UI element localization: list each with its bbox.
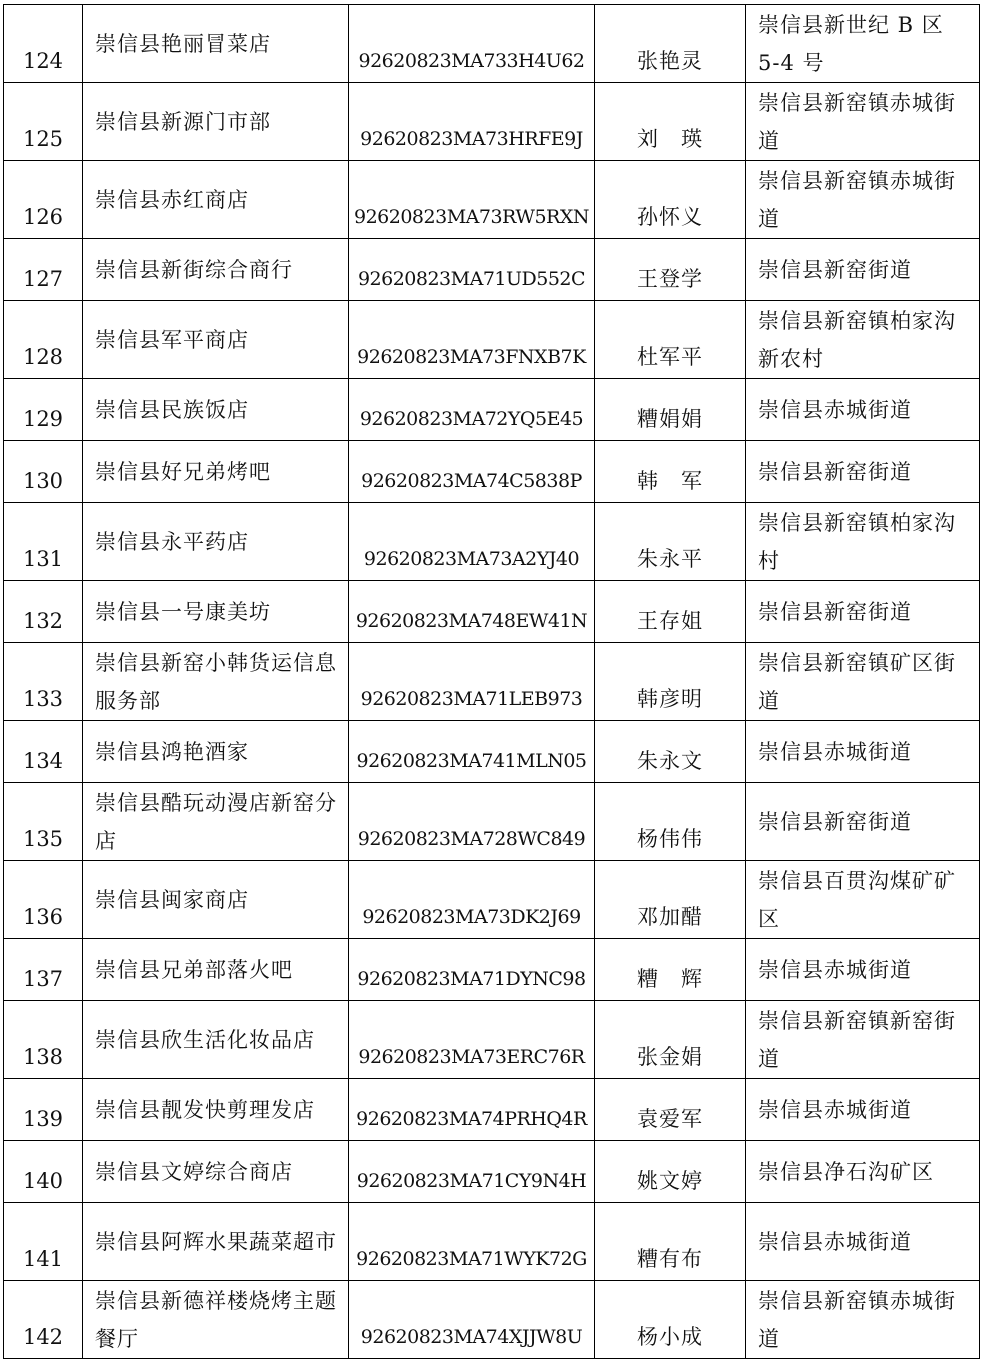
business-name: 崇信县民族饭店 (83, 379, 349, 441)
row-number: 137 (4, 939, 83, 1001)
credit-code: 92620823MA728WC849 (349, 783, 595, 861)
business-address: 崇信县新窑镇赤城街道 (746, 1281, 980, 1359)
business-address: 崇信县新世纪 B 区 5-4 号 (746, 5, 980, 83)
credit-code: 92620823MA73A2YJ40 (349, 503, 595, 581)
business-address: 崇信县新窑街道 (746, 441, 980, 503)
row-number: 138 (4, 1001, 83, 1079)
owner-name: 韩彦明 (595, 643, 746, 721)
row-number: 139 (4, 1079, 83, 1141)
row-number: 124 (4, 5, 83, 83)
business-name: 崇信县靓发快剪理发店 (83, 1079, 349, 1141)
business-address: 崇信县赤城街道 (746, 1203, 980, 1281)
credit-code: 92620823MA73ERC76R (349, 1001, 595, 1079)
owner-name: 杨小成 (595, 1281, 746, 1359)
business-address: 崇信县新窑镇柏家沟新农村 (746, 301, 980, 379)
credit-code: 92620823MA74C5838P (349, 441, 595, 503)
business-address: 崇信县赤城街道 (746, 1079, 980, 1141)
table-row (4, 1203, 980, 1281)
business-address: 崇信县赤城街道 (746, 939, 980, 1001)
business-name: 崇信县艳丽冒菜店 (83, 5, 349, 83)
owner-name: 朱永文 (595, 721, 746, 783)
table-row (4, 1281, 980, 1359)
business-address: 崇信县新窑镇赤城街道 (746, 161, 980, 239)
credit-code: 92620823MA73HRFE9J (349, 83, 595, 161)
owner-name: 姚文婷 (595, 1141, 746, 1203)
table-row (4, 83, 980, 161)
credit-code: 92620823MA74XJJW8U (349, 1281, 595, 1359)
business-name: 崇信县新街综合商行 (83, 239, 349, 301)
table-row (4, 441, 980, 503)
business-name: 崇信县欣生活化妆品店 (83, 1001, 349, 1079)
owner-name: 邓加醋 (595, 861, 746, 939)
business-name: 崇信县酷玩动漫店新窑分店 (83, 783, 349, 861)
row-number: 129 (4, 379, 83, 441)
table-row (4, 1079, 980, 1141)
row-number: 136 (4, 861, 83, 939)
business-name: 崇信县赤红商店 (83, 161, 349, 239)
registration-table-body (4, 5, 980, 1359)
owner-name: 刘 瑛 (595, 83, 746, 161)
business-address: 崇信县新窑镇新窑街道 (746, 1001, 980, 1079)
table-row (4, 721, 980, 783)
business-name: 崇信县文婷综合商店 (83, 1141, 349, 1203)
credit-code: 92620823MA71WYK72G (349, 1203, 595, 1281)
row-number: 131 (4, 503, 83, 581)
owner-name: 张艳灵 (595, 5, 746, 83)
credit-code: 92620823MA748EW41N (349, 581, 595, 643)
business-address: 崇信县新窑街道 (746, 239, 980, 301)
row-number: 142 (4, 1281, 83, 1359)
business-name: 崇信县一号康美坊 (83, 581, 349, 643)
table-row (4, 939, 980, 1001)
business-address: 崇信县新窑镇柏家沟村 (746, 503, 980, 581)
registration-table (3, 4, 980, 1359)
business-name: 崇信县新源门市部 (83, 83, 349, 161)
business-address: 崇信县新窑街道 (746, 581, 980, 643)
table-row (4, 379, 980, 441)
row-number: 130 (4, 441, 83, 503)
credit-code: 92620823MA741MLN05 (349, 721, 595, 783)
business-name: 崇信县永平药店 (83, 503, 349, 581)
business-address: 崇信县新窑镇矿区街道 (746, 643, 980, 721)
credit-code: 92620823MA71CY9N4H (349, 1141, 595, 1203)
business-address: 崇信县新窑镇赤城街道 (746, 83, 980, 161)
credit-code: 92620823MA71DYNC98 (349, 939, 595, 1001)
table-row (4, 5, 980, 83)
owner-name: 王登学 (595, 239, 746, 301)
business-name: 崇信县好兄弟烤吧 (83, 441, 349, 503)
business-name: 崇信县新窑小韩货运信息服务部 (83, 643, 349, 721)
owner-name: 糟有布 (595, 1203, 746, 1281)
owner-name: 王存姐 (595, 581, 746, 643)
credit-code: 92620823MA74PRHQ4R (349, 1079, 595, 1141)
owner-name: 朱永平 (595, 503, 746, 581)
row-number: 141 (4, 1203, 83, 1281)
owner-name: 袁爱军 (595, 1079, 746, 1141)
owner-name: 孙怀义 (595, 161, 746, 239)
table-row (4, 161, 980, 239)
owner-name: 张金娟 (595, 1001, 746, 1079)
business-name: 崇信县阿辉水果蔬菜超市 (83, 1203, 349, 1281)
table-row (4, 301, 980, 379)
row-number: 127 (4, 239, 83, 301)
row-number: 134 (4, 721, 83, 783)
table-row (4, 1001, 980, 1079)
credit-code: 92620823MA72YQ5E45 (349, 379, 595, 441)
owner-name: 杜军平 (595, 301, 746, 379)
table-row (4, 643, 980, 721)
credit-code: 92620823MA73FNXB7K (349, 301, 595, 379)
owner-name: 糟 辉 (595, 939, 746, 1001)
owner-name: 糟娟娟 (595, 379, 746, 441)
row-number: 125 (4, 83, 83, 161)
credit-code: 92620823MA71LEB973 (349, 643, 595, 721)
business-name: 崇信县兄弟部落火吧 (83, 939, 349, 1001)
table-row (4, 239, 980, 301)
table-row (4, 861, 980, 939)
row-number: 140 (4, 1141, 83, 1203)
row-number: 126 (4, 161, 83, 239)
business-name: 崇信县军平商店 (83, 301, 349, 379)
business-address: 崇信县新窑街道 (746, 783, 980, 861)
credit-code: 92620823MA71UD552C (349, 239, 595, 301)
table-row (4, 581, 980, 643)
row-number: 133 (4, 643, 83, 721)
credit-code: 92620823MA73DK2J69 (349, 861, 595, 939)
business-name: 崇信县鸿艳酒家 (83, 721, 349, 783)
table-row (4, 503, 980, 581)
owner-name: 韩 军 (595, 441, 746, 503)
business-address: 崇信县百贯沟煤矿矿区 (746, 861, 980, 939)
credit-code: 92620823MA733H4U62 (349, 5, 595, 83)
business-name: 崇信县闽家商店 (83, 861, 349, 939)
credit-code: 92620823MA73RW5RXN (349, 161, 595, 239)
business-name: 崇信县新德祥楼烧烤主题餐厅 (83, 1281, 349, 1359)
business-address: 崇信县净石沟矿区 (746, 1141, 980, 1203)
row-number: 132 (4, 581, 83, 643)
row-number: 135 (4, 783, 83, 861)
owner-name: 杨伟伟 (595, 783, 746, 861)
business-address: 崇信县赤城街道 (746, 379, 980, 441)
table-row (4, 783, 980, 861)
business-address: 崇信县赤城街道 (746, 721, 980, 783)
table-row (4, 1141, 980, 1203)
row-number: 128 (4, 301, 83, 379)
